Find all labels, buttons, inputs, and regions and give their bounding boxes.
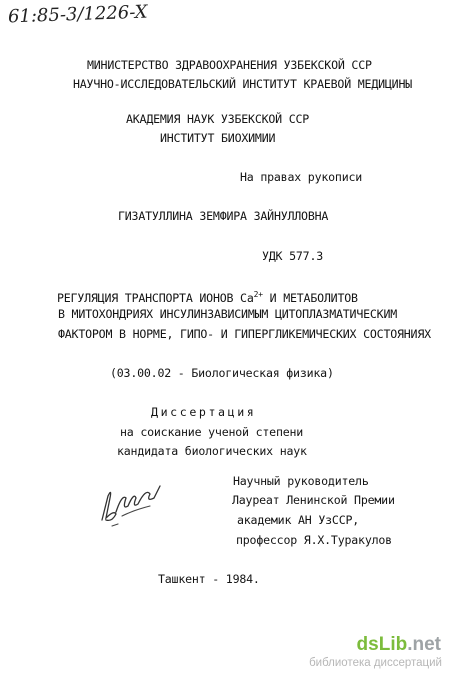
degree-line-1: на соискание ученой степени — [120, 425, 304, 439]
academy-line: АКАДЕМИЯ НАУК УЗБЕКСКОЙ ССР — [126, 112, 310, 126]
manuscript-rights-line: На правах рукописи — [240, 170, 363, 184]
handwritten-archive-number: 61:85-3/1226-X — [7, 1, 148, 28]
watermark-brand-part-1: dsLib — [356, 634, 408, 655]
thesis-title-line-2: В МИТОХОНДРИЯХ ИНСУЛИНЗАВИСИМЫМ ЦИТОПЛАЗМАТИЧЕСКИМ — [58, 307, 398, 321]
ministry-line: МИНИСТЕРСТВО ЗДРАВООХРАНЕНИЯ УЗБЕКСКОЙ ССР — [87, 58, 372, 72]
supervisor-line-1: Научный руководитель — [233, 474, 369, 488]
thesis-title-line-1-end: И МЕТАБОЛИТОВ — [262, 290, 358, 305]
supervisor-line-4: профессор Я.Х.Туракулов — [236, 533, 392, 547]
calcium-charge-superscript: 2+ — [253, 290, 263, 299]
degree-line-2: кандидата биологических наук — [117, 444, 307, 458]
academy-institute-line: ИНСТИТУТ БИОХИМИИ — [160, 131, 276, 145]
watermark-subtitle: библиотека диссертаций — [309, 657, 442, 669]
author-name: ГИЗАТУЛЛИНА ЗЕМФИРА ЗАЙНУЛЛОВНА — [118, 209, 329, 223]
city-year: Ташкент - 1984. — [158, 572, 260, 586]
document-type: Диссертация — [151, 405, 257, 419]
thesis-title-line-3: ФАКТОРОМ В НОРМЕ, ГИПО- И ГИПЕРГЛИКЕМИЧЕСКИХ СОСТОЯНИЯХ — [58, 327, 431, 341]
udc-code: УДК 577.3 — [262, 249, 324, 263]
handwritten-signature — [92, 476, 168, 536]
watermark-brand-part-2: .net — [407, 634, 441, 655]
supervisor-line-2: Лауреат Ленинской Премии — [232, 493, 395, 507]
supervisor-line-3: академик АН УзССР, — [237, 513, 360, 527]
thesis-title-line-1 — [57, 288, 358, 305]
specialty-code: (03.00.02 - Биологическая физика) — [110, 366, 334, 380]
dslib-watermark-logo — [351, 634, 441, 656]
thesis-title-line-1-start: РЕГУЛЯЦИЯ ТРАНСПОРТА ИОНОВ Са — [57, 290, 254, 305]
research-institute-line: НАУЧНО-ИССЛЕДОВАТЕЛЬСКИЙ ИНСТИТУТ КРАЕВОЙ МЕДИЦИНЫ — [73, 77, 413, 91]
